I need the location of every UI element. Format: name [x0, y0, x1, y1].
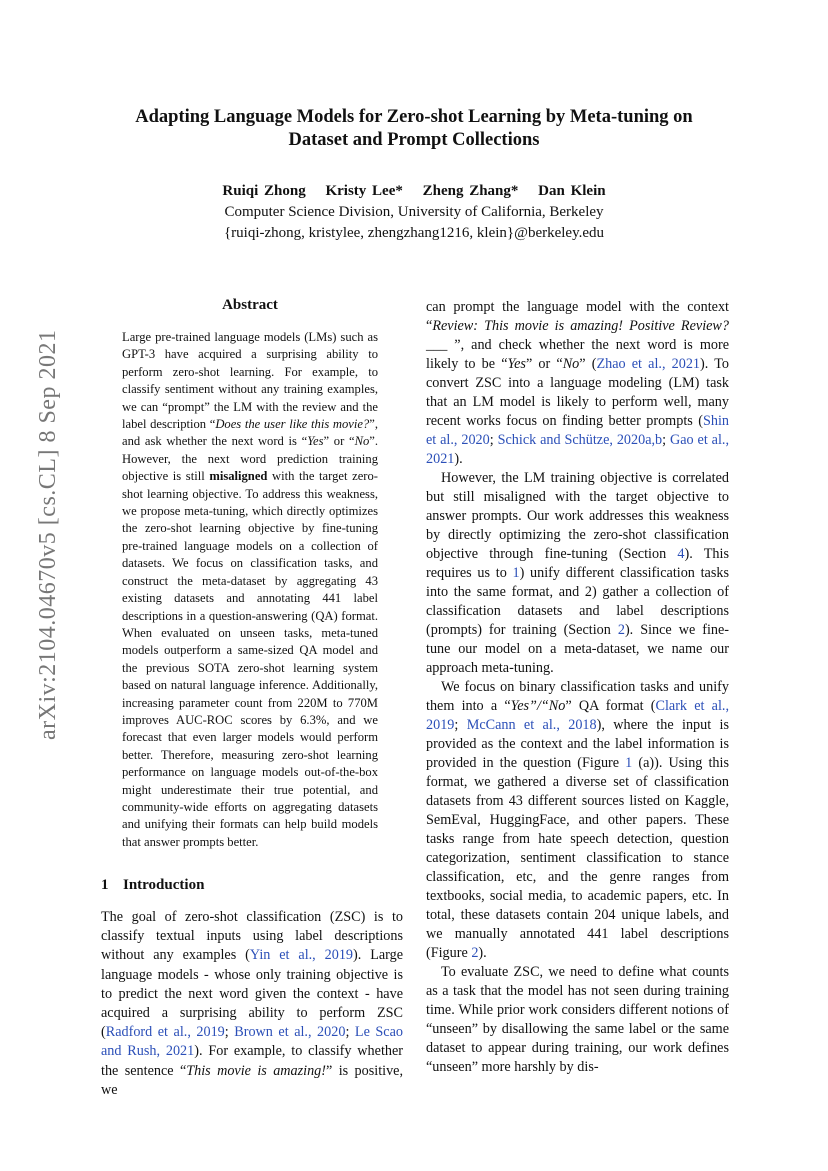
body-italic: Review: This movie is amazing! Positive Review? ___ [426, 318, 729, 353]
abstract-italic: No [354, 434, 370, 449]
intro-paragraph-1-cont [426, 298, 729, 469]
ref-link[interactable]: 1 [512, 565, 520, 582]
body-text: The goal of zero-shot classification (ZSC) is to classify textual inputs using label descriptions without any examples ( [101, 909, 403, 964]
abstract-body [122, 329, 378, 851]
section-ref-link[interactable]: 4 [677, 546, 685, 563]
intro-paragraph-4: To evaluate ZSC, we need to define what counts as a task that the model has not seen during training time. While prior work considers different notions of “unseen” by disallowing the same label or the same dataset to appear during training, our work defines “unseen” more harshly by dis- [426, 964, 729, 1076]
section-title: Introduction [123, 877, 205, 893]
citation-link[interactable]: Zhao et al., 2021 [596, 356, 701, 372]
body-italic: Yes [507, 356, 526, 372]
body-text: ). [454, 451, 463, 467]
abstract-bold: misaligned [209, 469, 268, 484]
body-text: ; [662, 432, 670, 448]
body-text: ” ( [579, 356, 597, 372]
body-text: ). This requires us to [426, 546, 729, 582]
affiliation: Computer Science Division, University of California, Berkeley [224, 204, 604, 220]
citation-link[interactable]: Clark et al., 2019 [426, 698, 729, 734]
citation-link[interactable]: Brown et al., 2020 [234, 1024, 346, 1041]
body-text: can prompt the language model with the context “ [426, 299, 729, 334]
citation-link[interactable]: Radford et al., 2019 [105, 1024, 225, 1041]
section-number: 1 [101, 877, 109, 893]
body-text: ; [224, 1024, 235, 1041]
title-line-1: Adapting Language Models for Zero-shot Learning by Meta-tuning on [135, 107, 693, 127]
body-text: ” or “ [525, 356, 563, 372]
citation-link[interactable]: McCann et al., 2018 [466, 717, 597, 734]
abstract-italic: Does the user like this movie? [215, 417, 370, 432]
intro-paragraph-2 [426, 469, 729, 678]
body-italic: No [562, 356, 580, 372]
abstract-text: ”. However, the next word prediction training objective is still [122, 434, 379, 484]
author-1: Ruiqi Zhong [222, 183, 306, 199]
figure-ref-link[interactable]: 1 [625, 755, 633, 772]
body-text: (a)). Using this format, we gathered a diverse set of classification datasets from 43 different sources listed on Kaggle, SemEval, HuggingFace, and other papers. These tasks range from hate speech detection, question categorization, sentiment classification to stance classification, etc, and the genre ranges from textbooks, social media, to academic papers, etc. In total, these datasets contain 204 unique labels, and we manually annotated 441 label descriptions (Figure [426, 755, 729, 962]
abstract-italic: Yes [307, 434, 324, 449]
author-emails: {ruiqi-zhong, kristylee, zhengzhang1216, klein}@berkeley.edu [223, 225, 605, 241]
body-italic: This movie is amazing! [186, 1062, 327, 1079]
body-italic: Yes”/“No [510, 698, 566, 715]
author-block [90, 181, 738, 244]
body-text: ; [345, 1024, 355, 1041]
citation-link[interactable]: Gao et al., 2021 [426, 432, 729, 467]
intro-paragraph-3 [426, 678, 729, 963]
body-text: ). To convert ZSC into a language modeling (LM) task that an LM model is likely to perform well, many recent works focus on finding better prompts ( [426, 356, 729, 429]
abstract-text: ”, and ask whether the next word is “ [122, 417, 378, 449]
body-text: ). For example, to classify whether the sentence “ [101, 1043, 404, 1079]
body-text: ; [489, 432, 498, 448]
citation-link[interactable]: Schick and Schütze, 2020a,b [497, 432, 663, 448]
author-4: Dan Klein [538, 183, 606, 199]
abstract-text: ” or “ [323, 434, 355, 449]
paper-title [90, 106, 738, 152]
body-text: ” is positive, we [101, 1062, 404, 1098]
figure-ref-link[interactable]: 2 [471, 945, 479, 962]
intro-paragraph-1 [101, 908, 403, 1100]
right-column [426, 298, 729, 1078]
citation-link[interactable]: Yin et al., 2019 [249, 947, 354, 964]
body-text: ), where the input is provided as the context and the label information is provided in the question (Figure [426, 717, 729, 772]
author-2: Kristy Lee* [325, 183, 403, 199]
abstract-text: Large pre-trained language models (LMs) such as GPT-3 have acquired a surprising ability to perform zero-shot learning. For example, to classify sentiment without any training examples, we can “prompt” the LM with the review and the label description “ [122, 330, 378, 432]
body-text: ). [478, 945, 487, 962]
author-names [90, 181, 738, 202]
author-3: Zheng Zhang* [422, 183, 519, 199]
body-text: ” QA format ( [565, 698, 656, 715]
body-text: ”, and check whether the next word is more likely to be “ [426, 337, 729, 372]
title-line-2: Dataset and Prompt Collections [288, 130, 540, 150]
section-ref-link[interactable]: 2 [617, 622, 625, 639]
section-heading-introduction [101, 877, 204, 894]
body-text: ). Large language models - whose only training objective is to predict the next word given the context - have acquired a surprising ability to perform ZSC ( [101, 947, 404, 1041]
abstract-heading: Abstract [222, 297, 278, 313]
body-text: We focus on binary classification tasks and unify them into a “ [426, 679, 729, 715]
body-text: ). Since we fine-tune our model on a meta-dataset, we name our approach meta-tuning. [426, 622, 729, 677]
body-text: ; [454, 717, 467, 734]
abstract-text: with the target zero-shot learning objective. To address this weakness, we propose meta-tuning, which directly optimizes the zero-shot learning objective by fine-tuning pre-trained language models on a collection of datasets. We focus on classification tasks, and construct the meta-dataset by aggregating 43 existing datasets and annotating 441 label descriptions in a question-answering (QA) format. When evaluated on unseen tasks, meta-tuned models outperform a same-sized QA model and the previous SOTA zero-shot learning system based on natural language inference. Additionally, increasing parameter count from 220M to 770M improves AUC-ROC scores by 6.3%, and we forecast that even larger models would perform better. Therefore, measuring zero-shot learning performance on language models out-of-the-box might underestimate their true potential, and community-wide efforts on aggregating datasets and unifying their formats can help build models that answer prompts better. [122, 469, 378, 849]
citation-link[interactable]: Shin et al., 2020 [426, 413, 729, 448]
citation-link[interactable]: Le Scao and Rush, 2021 [101, 1024, 403, 1060]
body-text: However, the LM training objective is correlated but still misaligned with the target objective to answer prompts. Our work addresses this weakness by directly optimizing the zero-shot classification objective through fine-tuning (Section [426, 470, 729, 563]
body-text: ) unify different classification tasks into the same format, and 2) gather a collection of classification datasets and label descriptions (prompts) for training (Section [426, 565, 729, 639]
arxiv-identifier: arXiv:2104.04670v5 [cs.CL] 8 Sep 2021 [35, 329, 61, 740]
